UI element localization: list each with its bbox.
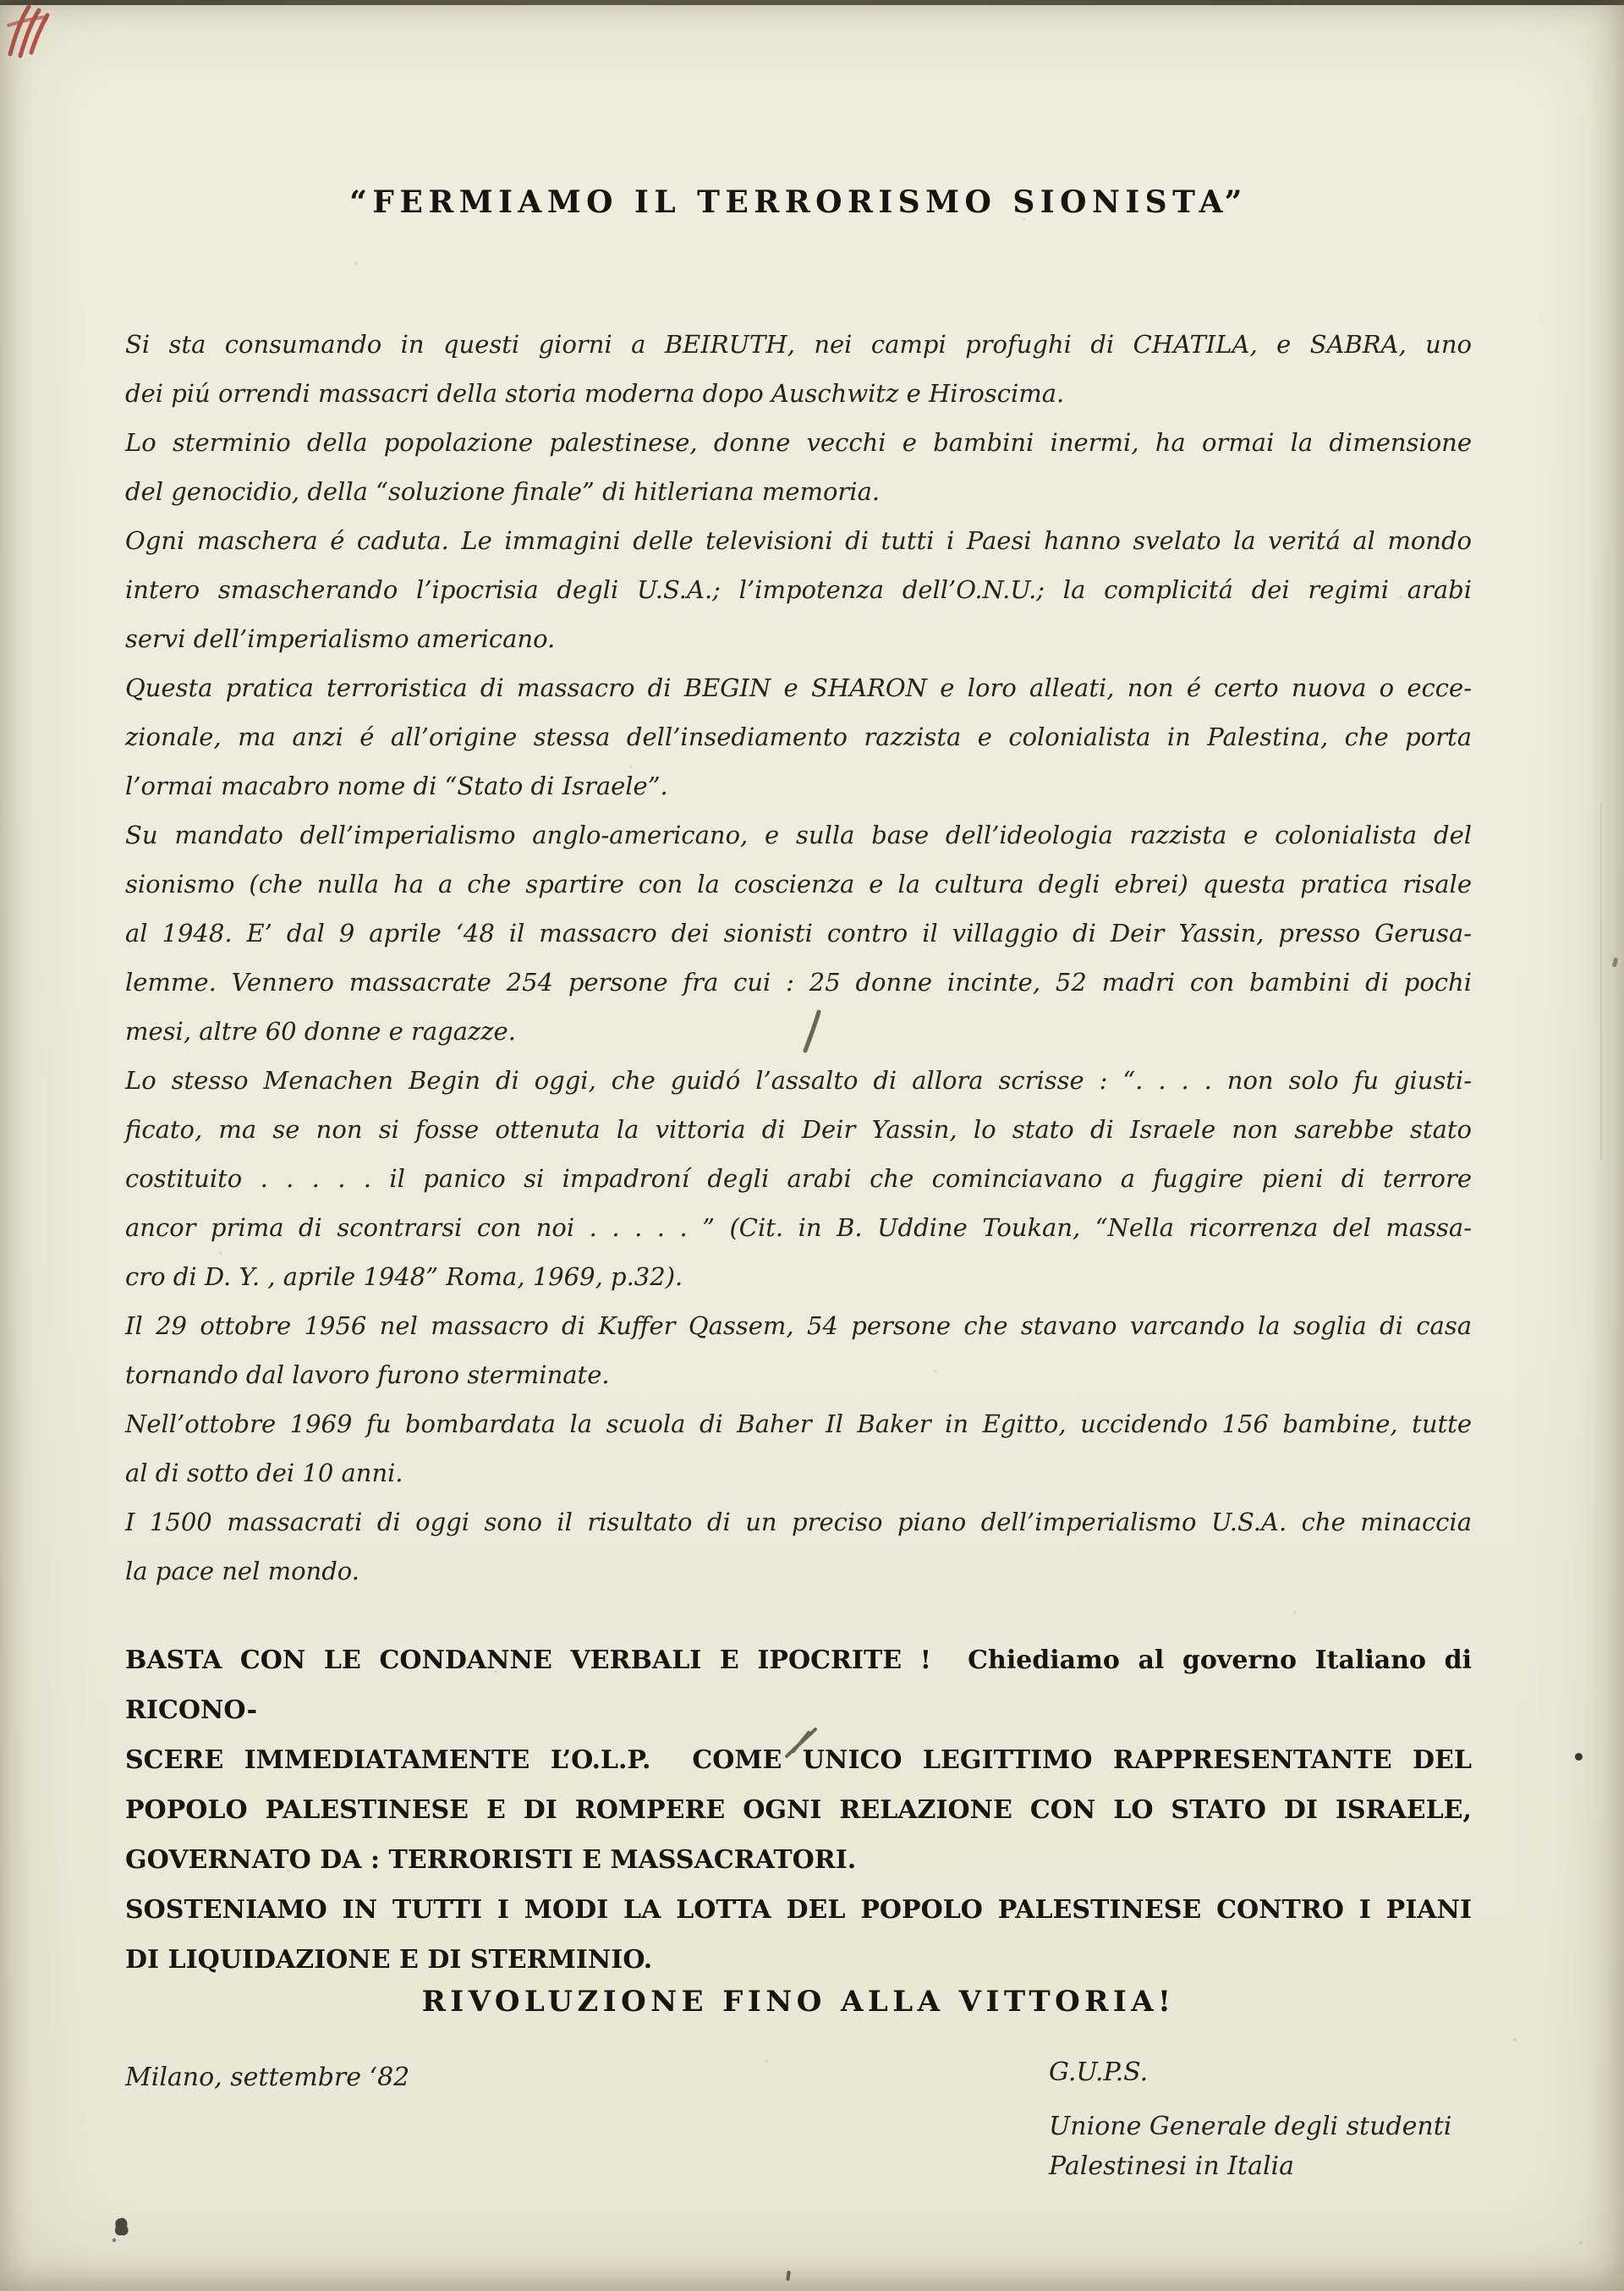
document-title: “FERMIAMO IL TERRORISMO SIONISTA” — [349, 184, 1248, 220]
text-line: Ogni maschera é caduta. Le immagini delle televisioni di tutti i Paesi hanno svelato la veritá al mondo — [125, 526, 1472, 555]
text-line: tornando dal lavoro furono sterminate. — [125, 1360, 610, 1389]
text-line: al 1948. E’ dal 9 aprile ‘48 il massacro dei sionisti contro il villaggio di Deir Yassin, presso Gerusa- — [125, 919, 1472, 948]
text-line: la pace nel mondo. — [125, 1557, 359, 1585]
signature-name-line2: Palestinesi in Italia — [1049, 2151, 1295, 2181]
text-line: BASTA CON LE CONDANNE VERBALI E IPOCRITE ! Chiediamo al governo Italiano di RICONO- — [125, 1645, 1472, 1725]
fold-crease — [1600, 804, 1602, 1159]
text-line: zionale, ma anzi é all’origine stessa dell’insediamento razzista e colonialista in Palestina, che porta — [125, 722, 1472, 751]
text-line: intero smascherando l’ipocrisia degli U.S.A.; l’impotenza dell’O.N.U.; la complicitá dei regimi arabi — [125, 575, 1472, 604]
right-edge-speck — [1612, 958, 1619, 968]
text-line: sionismo (che nulla ha a che spartire con la coscienza e la cultura degli ebrei) questa pratica risale — [125, 870, 1472, 898]
signature-abbr: G.U.P.S. — [1049, 2058, 1149, 2087]
signature-name-line1: Unione Generale degli studenti — [1049, 2112, 1452, 2141]
text-line: costituito . . . . . il panico si impadroní degli arabi che cominciavano a fuggire pieni di terrore — [125, 1164, 1472, 1193]
text-line: Su mandato dell’imperialismo anglo-americano, e sulla base dell’ideologia razzista e colonialista del — [125, 821, 1472, 849]
text-line: Questa pratica terroristica di massacro di BEGIN e SHARON e loro alleati, non é certo nuova o ecce- — [125, 673, 1472, 702]
red-pen-scribble-mark — [3, 2, 58, 63]
text-line: ancor prima di scontrarsi con noi . . . . . ” (Cit. in B. Uddine Toukan, “Nella ricorrenza del massa- — [125, 1213, 1472, 1242]
text-line: DI LIQUIDAZIONE E DI STERMINIO. — [125, 1945, 653, 1975]
ink-blot — [110, 2215, 135, 2244]
ink-dot — [1575, 1753, 1583, 1761]
text-line: SOSTENIAMO IN TUTTI I MODI LA LOTTA DEL POPOLO PALESTINESE CONTRO I PIANI — [125, 1895, 1472, 1925]
body-text — [125, 320, 1472, 1596]
text-line: lemme. Vennero massacrate 254 persone fra cui : 25 donne incinte, 52 madri con bambini di pochi — [125, 968, 1472, 997]
text-line: al di sotto dei 10 anni. — [125, 1459, 403, 1487]
text-line: Si sta consumando in questi giorni a BEIRUTH, nei campi profughi di CHATILA, e SABRA, uno — [125, 330, 1472, 359]
stray-pen-stroke — [783, 1726, 820, 1760]
text-line: dei piú orrendi massacri della storia moderna dopo Auschwitz e Hiroscima. — [125, 379, 1065, 408]
text-line: ficato, ma se non si fosse ottenuta la vittoria di Deir Yassin, lo stato di Israele non sarebbe stato — [125, 1115, 1472, 1144]
stray-pen-mark — [802, 1008, 824, 1054]
text-line: SCERE IMMEDIATAMENTE L’O.L.P. COME UNICO LEGITTIMO RAPPRESENTANTE DEL — [125, 1745, 1472, 1775]
text-line: Lo stesso Menachen Begin di oggi, che guidó l’assalto di allora scrisse : “. . . . non solo fu giusti- — [125, 1066, 1472, 1095]
paper-specks — [0, 0, 2, 2]
appeal-text — [125, 1635, 1472, 1985]
text-line: del genocidio, della “soluzione finale” di hitleriana memoria. — [125, 477, 881, 506]
signature-block — [1049, 2056, 1451, 2186]
text-line: Il 29 ottobre 1956 nel massacro di Kuffer Qassem, 54 persone che stavano varcando la soglia di casa — [125, 1311, 1472, 1340]
bottom-ink-tick — [786, 2271, 791, 2281]
text-line: POPOLO PALESTINESE E DI ROMPERE OGNI RELAZIONE CON LO STATO DI ISRAELE, — [125, 1795, 1472, 1825]
text-line: l’ormai macabro nome di “Stato di Israele”. — [125, 772, 668, 800]
text-line: servi dell’imperialismo americano. — [125, 624, 556, 653]
text-line: mesi, altre 60 donne e ragazze. — [125, 1017, 516, 1046]
scan-top-edge-line — [0, 0, 1624, 5]
text-line: GOVERNATO DA : TERRORISTI E MASSACRATORI. — [125, 1845, 857, 1875]
text-line: cro di D. Y. , aprile 1948” Roma, 1969, p.32). — [125, 1262, 683, 1291]
text-line: I 1500 massacrati di oggi sono il risultato di un preciso piano dell’imperialismo U.S.A. che minaccia — [125, 1508, 1472, 1536]
slogan-line: RIVOLUZIONE FINO ALLA VITTORIA! — [421, 1985, 1176, 2019]
text-line: Lo sterminio della popolazione palestinese, donne vecchi e bambini inermi, ha ormai la dimensione — [125, 428, 1472, 457]
text-line: Nell’ottobre 1969 fu bombardata la scuola di Baher Il Baker in Egitto, uccidendo 156 bambine, tutte — [125, 1409, 1472, 1438]
dateline: Milano, settembre ‘82 — [125, 2063, 410, 2092]
